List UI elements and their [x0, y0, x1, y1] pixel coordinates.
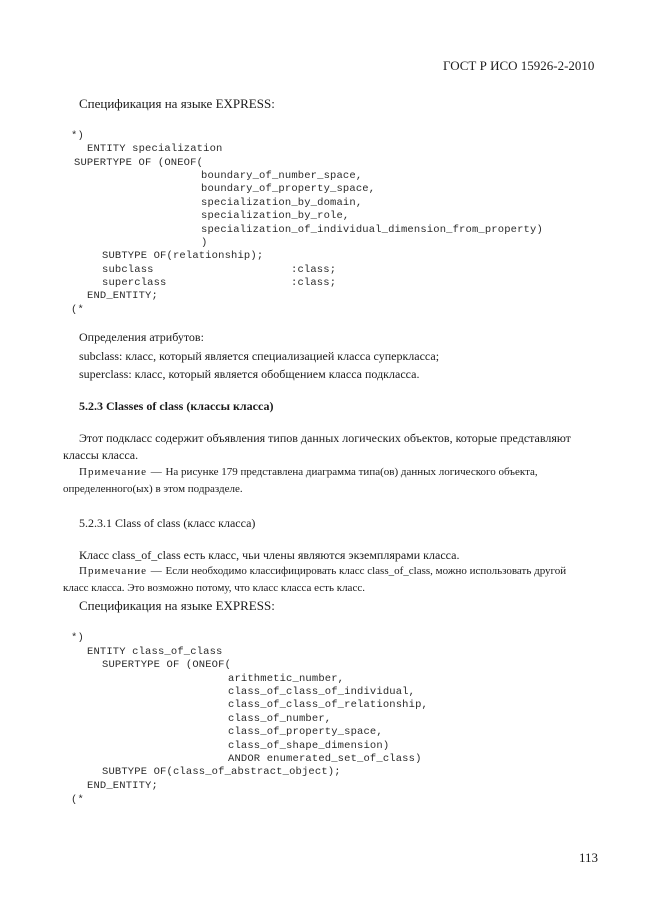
- attribute-definition: superclass: класс, который является обобщением класса подкласса.: [79, 367, 420, 381]
- document-header: ГОСТ Р ИСО 15926-2-2010: [443, 58, 595, 73]
- code-line: (*: [71, 304, 84, 316]
- code-line: specialization_by_role,: [201, 210, 350, 222]
- code-line: END_ENTITY;: [87, 780, 158, 792]
- subsection-note: [79, 565, 566, 577]
- code-line: class_of_property_space,: [228, 726, 383, 738]
- code-line: specialization_by_domain,: [201, 197, 363, 209]
- code-line: boundary_of_number_space,: [201, 170, 363, 182]
- subsection-heading: 5.2.3.1 Class of class (класс класса): [79, 516, 256, 530]
- code-line: ): [201, 237, 208, 249]
- section-paragraph-continued: классы класса.: [63, 448, 139, 462]
- code-line: subclass: [102, 264, 154, 276]
- note-text: Если необходимо классифицировать класс class_of_class, можно использовать другой: [165, 565, 567, 577]
- attribute-definition: subclass: класс, который является специализацией класса суперкласса;: [79, 349, 440, 363]
- note-label: Примечание —: [79, 466, 163, 478]
- code-line: SUPERTYPE OF (ONEOF(: [102, 659, 232, 671]
- code-line: class_of_number,: [228, 713, 332, 725]
- page-number: 113: [579, 850, 599, 865]
- code-line: boundary_of_property_space,: [201, 183, 376, 195]
- code-line: END_ENTITY;: [87, 290, 158, 302]
- code-line: :class;: [291, 264, 337, 276]
- attributes-title: Определения атрибутов:: [79, 330, 204, 344]
- code-line: (*: [71, 794, 84, 806]
- code-line: class_of_shape_dimension): [228, 740, 390, 752]
- code-line: *): [71, 130, 84, 142]
- code-line: SUBTYPE OF(class_of_abstract_object);: [102, 766, 341, 778]
- code-line: ENTITY specialization: [87, 143, 223, 155]
- code-line: *): [71, 632, 84, 644]
- section-paragraph: Этот подкласс содержит объявления типов данных логических объектов, которые представляют: [79, 431, 571, 445]
- code-line: SUPERTYPE OF (ONEOF(: [74, 157, 204, 169]
- code-line: class_of_class_of_relationship,: [228, 699, 428, 711]
- spec-intro-2: Спецификация на языке EXPRESS:: [79, 598, 275, 613]
- note-text: На рисунке 179 представлена диаграмма типа(ов) данных логического объекта,: [165, 466, 538, 478]
- section-note: [79, 466, 538, 478]
- code-line: ANDOR enumerated_set_of_class): [228, 753, 422, 765]
- code-line: specialization_of_individual_dimension_from_property): [201, 224, 543, 236]
- code-line: arithmetic_number,: [228, 673, 345, 685]
- spec-intro-1: Спецификация на языке EXPRESS:: [79, 96, 275, 111]
- subsection-note-continued: класс класса. Это возможно потому, что класс класса есть класс.: [63, 582, 365, 594]
- code-line: ENTITY class_of_class: [87, 646, 223, 658]
- code-line: class_of_class_of_individual,: [228, 686, 416, 698]
- section-heading: 5.2.3 Classes of class (классы класса): [79, 399, 274, 413]
- note-label: Примечание —: [79, 565, 163, 577]
- subsection-paragraph: Класс class_of_class есть класс, чьи члены являются экземплярами класса.: [79, 548, 460, 562]
- code-line: superclass: [102, 277, 167, 289]
- section-note-continued: определенного(ых) в этом подразделе.: [63, 483, 243, 495]
- code-line: :class;: [291, 277, 337, 289]
- code-line: SUBTYPE OF(relationship);: [102, 250, 264, 262]
